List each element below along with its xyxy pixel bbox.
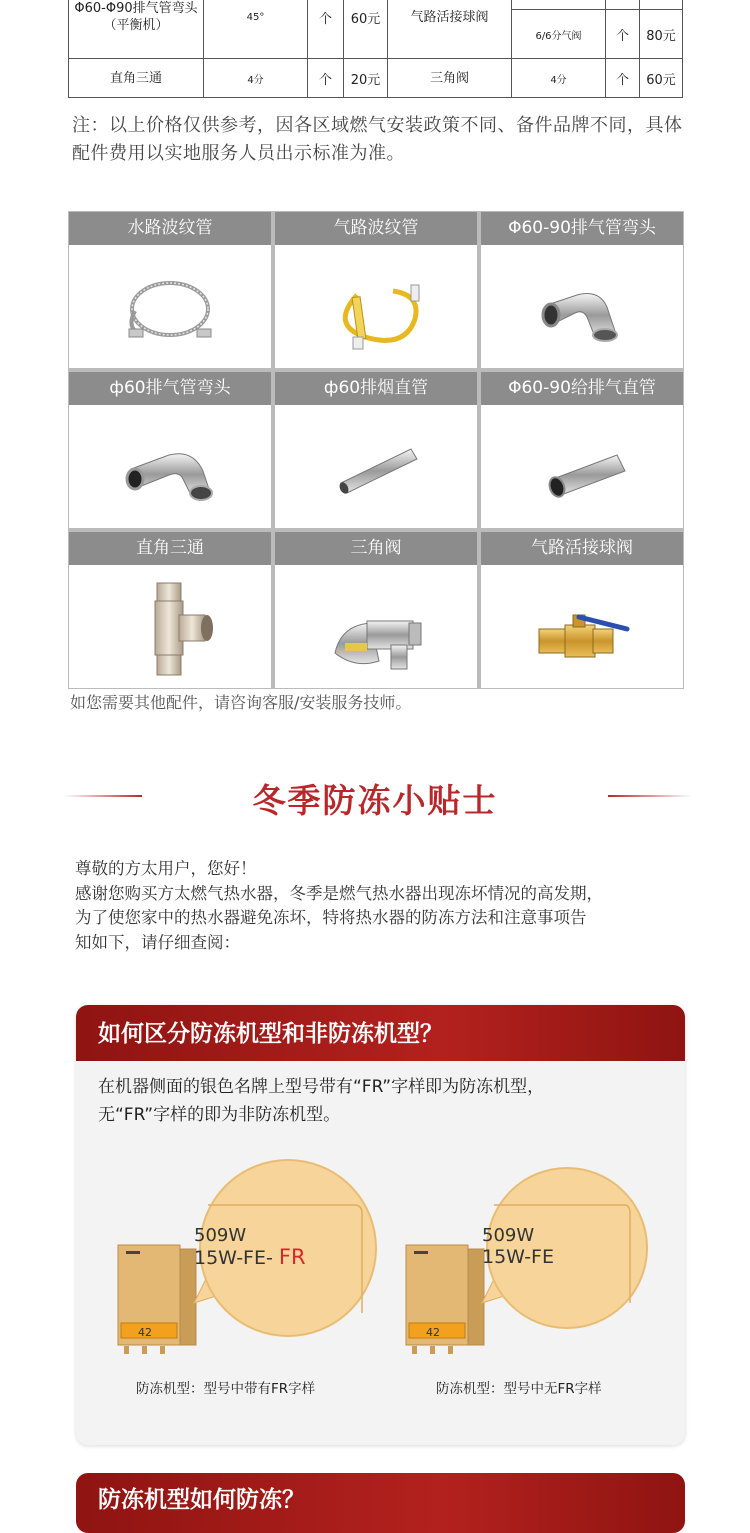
water-hose-icon: [69, 245, 271, 368]
part-title: Φ60-90给排气直管: [481, 372, 683, 405]
model-text-line1: 509W: [194, 1225, 247, 1246]
table-cell-spec: 6/6分气阀: [512, 10, 606, 59]
card-body: [98, 1073, 668, 1129]
model-code: 15W-FE-: [194, 1247, 273, 1269]
part-title: 直角三通: [69, 532, 271, 565]
greeting-text: [75, 857, 695, 955]
card-title: 如何区分防冻机型和非防冻机型？: [76, 1005, 685, 1061]
table-cell-unit: 个: [606, 59, 640, 98]
angle-valve-icon: [275, 565, 477, 688]
antifreeze-model-card: [76, 1005, 685, 1445]
table-cell-unit: [606, 0, 640, 10]
table-cell-item: 气路活接球阀: [388, 0, 512, 59]
model-text-line1: 509W: [482, 1225, 535, 1246]
part-cell: [275, 372, 477, 528]
part-title: 气路活接球阀: [481, 532, 683, 565]
table-cell-price: [640, 0, 683, 10]
greeting-line: 为了使您家中的热水器避免冻坏，特将热水器的防冻方法和注意事项告: [75, 908, 587, 927]
table-cell-item: 直角三通: [69, 59, 204, 98]
part-title: Φ60-90排气管弯头: [481, 212, 683, 245]
part-title: ф60排烟直管: [275, 372, 477, 405]
part-title: 三角阀: [275, 532, 477, 565]
part-cell: [275, 212, 477, 368]
table-cell-price: 80元: [640, 10, 683, 59]
part-cell: [481, 372, 683, 528]
table-cell-spec: 45°: [204, 0, 308, 59]
fr-mark: FR: [278, 1245, 306, 1269]
gas-hose-icon: [275, 245, 477, 368]
how-to-antifreeze-card: [76, 1473, 685, 1533]
table-cell-unit: 个: [308, 59, 344, 98]
table-cell-spec: 4分: [512, 59, 606, 98]
part-cell: [69, 372, 271, 528]
part-cell: [481, 532, 683, 688]
panel-number: 42: [426, 1326, 440, 1339]
straight-flue-pipe-icon: [275, 405, 477, 528]
caption-non-antifreeze: 防冻机型：型号中无FR字样: [436, 1381, 602, 1397]
ball-valve-icon: [481, 565, 683, 688]
table-cell-spec: 4分: [204, 59, 308, 98]
table-cell-price: 60元: [640, 59, 683, 98]
more-parts-note: 如您需要其他配件，请咨询客服/安装服务技师。: [70, 693, 412, 712]
card-body-line: 无“FR”字样的即为非防冻机型。: [98, 1105, 341, 1125]
caption-antifreeze: 防冻机型：型号中带有FR字样: [136, 1381, 316, 1397]
table-cell-item: 三角阀: [388, 59, 512, 98]
part-title: ф60排气管弯头: [69, 372, 271, 405]
table-cell-item: Φ60-Φ90排气管弯头（平衡机）: [69, 0, 204, 59]
greeting-line: 尊敬的方太用户，您好！: [75, 859, 257, 878]
model-text-line2: [194, 1245, 306, 1269]
parts-grid: [68, 211, 684, 689]
greeting-line: 感谢您购买方太燃气热水器，冬季是燃气热水器出现冻坏情况的高发期，: [75, 883, 603, 903]
card-title: 防冻机型如何防冻？: [98, 1487, 305, 1513]
exhaust-elbow-icon: [481, 245, 683, 368]
tee-fitting-icon: [69, 565, 271, 688]
section-title: 冬季防冻小贴士: [252, 781, 498, 820]
part-title: 气路波纹管: [275, 212, 477, 245]
price-table: [68, 0, 683, 98]
table-cell-unit: 个: [606, 10, 640, 59]
part-cell: [69, 532, 271, 688]
table-cell-price: 20元: [344, 59, 388, 98]
table-cell-unit: 个: [308, 0, 344, 59]
straight-exhaust-pipe-icon: [481, 405, 683, 528]
exhaust-elbow-icon: [69, 405, 271, 528]
part-title: 水路波纹管: [69, 212, 271, 245]
greeting-line: 知如下，请仔细查阅：: [75, 932, 240, 952]
model-code: 15W-FE: [482, 1246, 554, 1268]
part-cell: [481, 212, 683, 368]
part-cell: [275, 532, 477, 688]
price-note: 注：以上价格仅供参考，因各区域燃气安装政策不同、备件品牌不同，具体配件费用以实地服务人员出示标准为准。: [72, 115, 683, 164]
card-body-line: 在机器侧面的银色名牌上型号带有“FR”字样即为防冻机型，: [98, 1077, 545, 1097]
part-cell: [69, 212, 271, 368]
panel-number: 42: [138, 1326, 152, 1339]
table-cell-spec: [512, 0, 606, 10]
table-cell-price: 60元: [344, 0, 388, 59]
